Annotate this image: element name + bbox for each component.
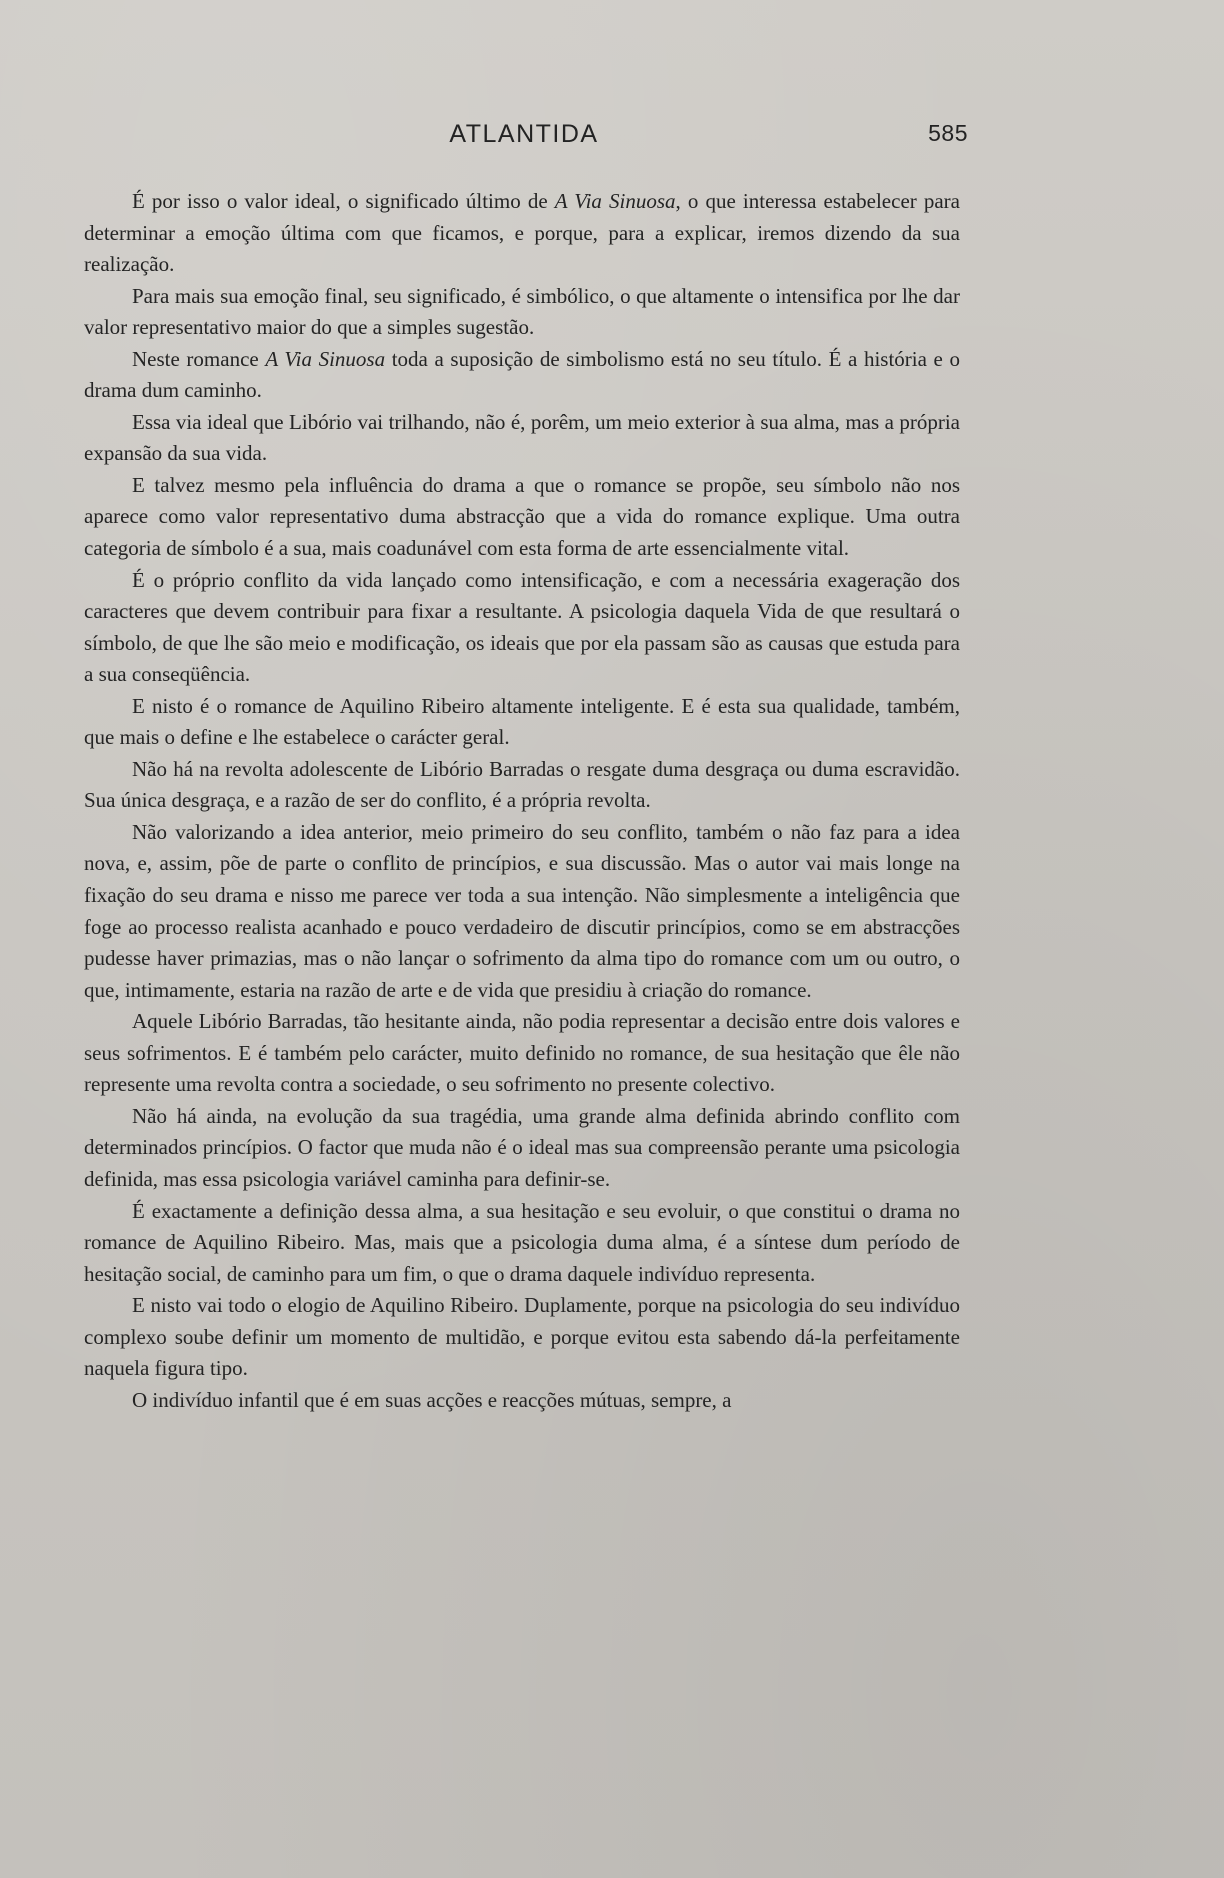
paragraph-8: Não há na revolta adolescente de Libório Barradas o resgate duma desgraça ou duma escravidão. Sua única desgraça, e a razão de ser do conflito, é a própria revolta. [84,756,960,813]
paragraph-12: É exactamente a definição dessa alma, a sua hesitação e seu evoluir, o que constitui o drama no romance de Aquilino Ribeiro. Mas, mais que a psicologia duma alma, é a síntese dum período de hesitação social, de caminho para um fim, o que o drama daquele indivíduo representa. [84,1198,960,1286]
paragraph-10: Aquele Libório Barradas, tão hesitante ainda, não podia representar a decisão entre dois valores e seus sofrimentos. E é também pelo carácter, muito definido no romance, de sua hesitação que êle não represente uma revolta contra a sociedade, o seu sofrimento no presente colectivo. [84,1009,960,1097]
paragraph-9: Não valorizando a idea anterior, meio primeiro do seu conflito, também o não faz para a idea nova, e, assim, põe de parte o conflito de princípios, e sua discussão. Mas o autor vai mais longe na fixação do seu drama e nisso me parece ver toda a sua intenção. Não simplesmente a inteligência que foge ao processo realista acanhado e pouco verdadeiro de discutir princípios, como se em abstracções pudesse haver primazias, mas o não lançar o sofrimento da alma tipo do romance com um ou outro, o que, intimamente, estaria na razão de arte e de vida que presidiu à criação do romance. [84,819,960,1002]
paragraph-11: Não há ainda, na evolução da sua tragédia, uma grande alma definida abrindo conflito com determinados princípios. O factor que muda não é o ideal mas sua compreensão perante uma psicologia definida, mas essa psicologia variável caminha para definir-se. [84,1103,960,1191]
paragraph-6: É o próprio conflito da vida lançado como intensificação, e com a necessária exageração dos caracteres que devem contribuir para fixar a resultante. A psicologia daquela Vida de que resultará o símbolo, de que lhe são meio e modificação, os ideais que por ela passam são as causas que estuda para a sua conseqüência. [84,567,960,687]
article-body [84,186,960,1416]
paragraph-2: Para mais sua emoção final, seu significado, é simbólico, o que altamente o intensifica por lhe dar valor representativo maior do que a simples sugestão. [84,283,960,340]
running-title: ATLANTIDA [449,120,599,148]
paragraph-text: Neste romance [132,346,266,371]
page-number: 585 [928,120,968,146]
paragraph-1 [84,186,960,281]
paragraph-3 [84,344,960,407]
paragraph-text: toda a suposição de simbolismo está no seu título. É a história e o drama dum caminho. [84,346,960,403]
paragraph-14: O indivíduo infantil que é em suas acções e reacções mútuas, sempre, a [132,1387,732,1412]
paragraph-4: Essa via ideal que Libório vai trilhando, não é, porêm, um meio exterior à sua alma, mas a própria expansão da sua vida. [84,409,960,466]
paragraph-13: E nisto vai todo o elogio de Aquilino Ribeiro. Duplamente, porque na psicologia do seu indivíduo complexo soube definir um momento de multidão, e porque evitou esta sabendo dá-la perfeitamente naquela figura tipo. [84,1293,960,1381]
book-title: A Via Sinuosa [265,346,386,371]
paragraph-text: É por isso o valor ideal, o significado último de [132,189,555,213]
paragraph-7: E nisto é o romance de Aquilino Ribeiro altamente inteligente. E é esta sua qualidade, também, que mais o define e lhe estabelece o carácter geral. [84,693,960,750]
page-header [84,116,968,156]
paragraph-text: , o que interessa estabelecer para determinar a emoção última com que ficamos, e porque, para a explicar, iremos dizendo da sua realização. [84,189,960,277]
paragraph-5: E talvez mesmo pela influência do drama a que o romance se propõe, seu símbolo não nos aparece como valor representativo duma abstracção que a vida do romance explique. Uma outra categoria de símbolo é a sua, mais coadunável com esta forma de arte essencialmente vital. [84,472,960,561]
book-title: A Via Sinuosa [554,189,676,213]
